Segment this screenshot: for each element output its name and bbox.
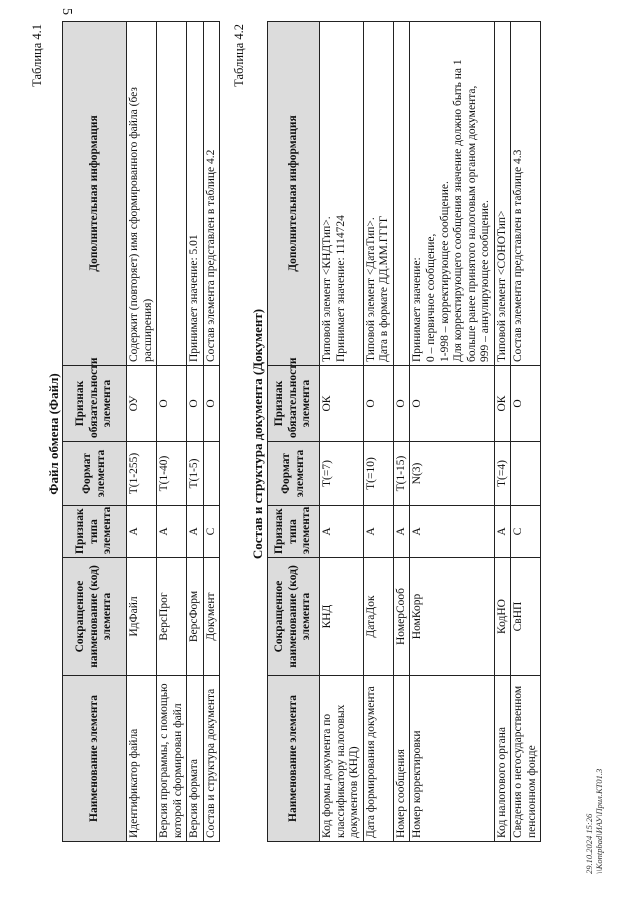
table-4-1-caption: Файл обмена (Файл) xyxy=(46,373,61,495)
table-cell: Состав и структура документа xyxy=(203,676,220,842)
table-cell: ИдФайл xyxy=(127,558,157,676)
table-header-row xyxy=(63,22,127,842)
table-cell: О xyxy=(157,366,187,442)
table-cell: КодНО xyxy=(494,558,511,676)
page-number: 5 xyxy=(59,8,74,15)
table-cell: С xyxy=(511,506,541,558)
table-cell: Т(=4) xyxy=(494,442,511,506)
table-cell: С xyxy=(203,506,220,558)
table-cell: Т(=7) xyxy=(320,442,364,506)
table-cell: А xyxy=(393,506,410,558)
table-cell: ДатаДок xyxy=(363,558,393,676)
table-cell: Типовой элемент <ДатаТип>. Дата в формате ДД.ММ.ГГГГ xyxy=(363,22,393,366)
table-row xyxy=(494,22,511,842)
table-row xyxy=(410,22,494,842)
footer-timestamp: 29.10.2024 15:26 xyxy=(584,813,594,874)
table-cell: О xyxy=(393,366,410,442)
table-row xyxy=(511,22,541,842)
table-cell: СвНП xyxy=(511,558,541,676)
table-cell: А xyxy=(410,506,494,558)
table-row xyxy=(203,22,220,842)
table-cell: Состав элемента представлен в таблице 4.3 xyxy=(511,22,541,366)
column-header: Сокращенное наименование (код) элемента xyxy=(63,558,127,676)
table-cell: N(3) xyxy=(410,442,494,506)
table-4-2-label: Таблица 4.2 xyxy=(232,24,246,87)
table-cell: ВерсПрог xyxy=(157,558,187,676)
table-cell: Код налогового органа xyxy=(494,676,511,842)
table-cell: Т(=10) xyxy=(363,442,393,506)
table-cell: Т(1-40) xyxy=(157,442,187,506)
table-cell xyxy=(157,22,187,366)
table-cell xyxy=(393,22,410,366)
table-cell: О xyxy=(363,366,393,442)
column-header: Наименование элемента xyxy=(268,676,320,842)
table-4-2 xyxy=(267,21,541,842)
table-cell: Т(1-255) xyxy=(127,442,157,506)
table-cell: О xyxy=(203,366,220,442)
table-row xyxy=(187,22,204,842)
table-cell: Версия программы, с помощью которой сформирован файл xyxy=(157,676,187,842)
table-cell: А xyxy=(187,506,204,558)
table-cell: Т(1-15) xyxy=(393,442,410,506)
table-cell: Документ xyxy=(203,558,220,676)
table-cell: А xyxy=(157,506,187,558)
table-cell: НомерСооб xyxy=(393,558,410,676)
column-header: Признак обязательности элемента xyxy=(268,366,320,442)
table-header-row xyxy=(268,22,320,842)
table-cell: А xyxy=(363,506,393,558)
table-cell: Дата формирования документа xyxy=(363,676,393,842)
table-cell: Состав элемента представлен в таблице 4.2 xyxy=(203,22,220,366)
column-header: Признак обязательности элемента xyxy=(63,366,127,442)
table-cell: Принимает значение: 0 – первичное сообщение, 1-998 – корректирующее сообщение. Для корректирующего сообщения значение должно быть на 1 больше ранее принятого налоговым органом документа, 999 – аннулирующее сообщение. xyxy=(410,22,494,366)
table-cell: О xyxy=(511,366,541,442)
table-cell: Типовой элемент <СОНОТип> xyxy=(494,22,511,366)
table-cell: Сведения о негосударственном пенсионном фонде xyxy=(511,676,541,842)
table-cell: ВерсФорм xyxy=(187,558,204,676)
table-cell: Идентификатор файла xyxy=(127,676,157,842)
table-cell: ОК xyxy=(320,366,364,442)
table-cell xyxy=(511,442,541,506)
table-cell: Номер корректировки xyxy=(410,676,494,842)
table-cell xyxy=(203,442,220,506)
table-4-1-label: Таблица 4.1 xyxy=(30,24,44,87)
table-cell: Принимает значение: 5.01 xyxy=(187,22,204,366)
column-header: Сокращенное наименование (код) элемента xyxy=(268,558,320,676)
column-header: Дополнительная информация xyxy=(268,22,320,366)
table-row xyxy=(320,22,364,842)
table-row xyxy=(127,22,157,842)
table-row xyxy=(363,22,393,842)
table-cell: Содержит (повторяет) имя сформированного файла (без расширения) xyxy=(127,22,157,366)
column-header: Формат элемента xyxy=(268,442,320,506)
table-cell: А xyxy=(494,506,511,558)
table-cell: КНД xyxy=(320,558,364,676)
footer-stamp xyxy=(584,674,604,874)
column-header: Наименование элемента xyxy=(63,676,127,842)
column-header: Признак типа элемента xyxy=(63,506,127,558)
table-cell: Версия формата xyxy=(187,676,204,842)
column-header: Дополнительная информация xyxy=(63,22,127,366)
table-cell: Типовой элемент <КНДТип>. Принимает значение: 1114724 xyxy=(320,22,364,366)
column-header: Признак типа элемента xyxy=(268,506,320,558)
table-cell: О xyxy=(187,366,204,442)
table-cell: А xyxy=(127,506,157,558)
table-cell: О xyxy=(410,366,494,442)
table-cell: ОУ xyxy=(127,366,157,442)
table-cell: Номер сообщения xyxy=(393,676,410,842)
table-4-1 xyxy=(62,21,220,842)
table-cell: А xyxy=(320,506,364,558)
table-row xyxy=(393,22,410,842)
footer-path: \\Kontpbad\ИАУ\Прил.КТ01.3 xyxy=(594,768,605,874)
table-4-2-caption: Состав и структура документа (Документ) xyxy=(250,308,265,560)
table-row xyxy=(157,22,187,842)
table-cell: ОК xyxy=(494,366,511,442)
column-header: Формат элемента xyxy=(63,442,127,506)
table-cell: НомКорр xyxy=(410,558,494,676)
table-cell: Код формы документа по классификатору налоговых документов (КНД) xyxy=(320,676,364,842)
table-cell: Т(1-5) xyxy=(187,442,204,506)
